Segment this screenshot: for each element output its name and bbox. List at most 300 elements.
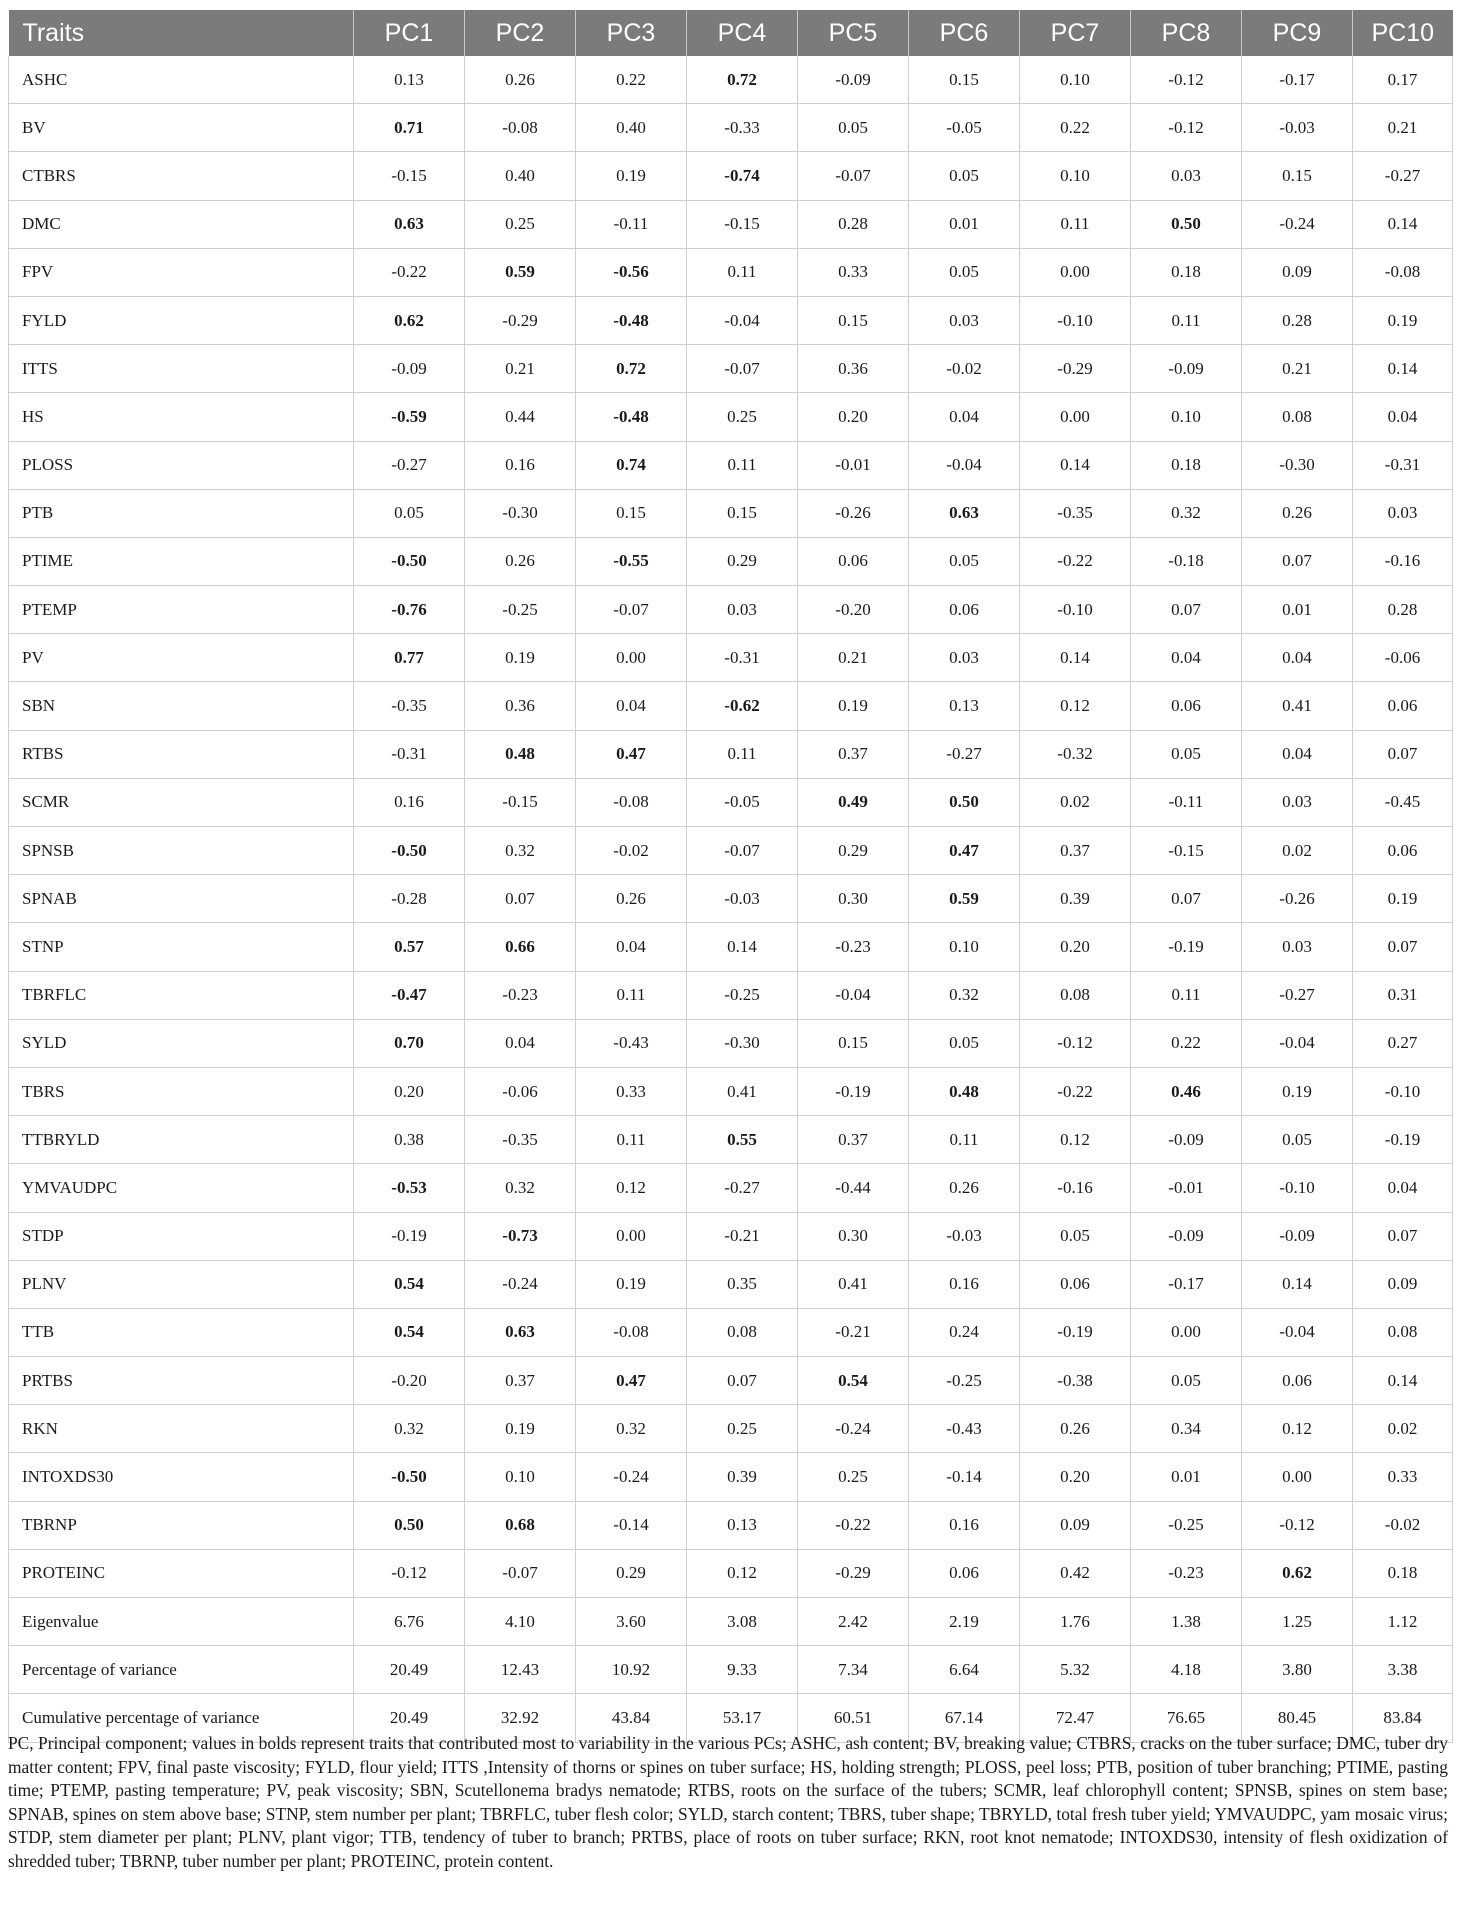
loading-cell-pc1: 0.54	[354, 1308, 465, 1356]
loading-cell-pc8: -0.17	[1131, 1260, 1242, 1308]
loading-cell-pc5: -0.04	[798, 971, 909, 1019]
table-row	[9, 296, 1453, 344]
table-row	[9, 971, 1453, 1019]
loading-cell-pc1: 0.50	[354, 1501, 465, 1549]
loading-cell-pc4: -0.31	[687, 634, 798, 682]
table-row	[9, 393, 1453, 441]
loading-cell-pc5: 0.37	[798, 1116, 909, 1164]
loading-cell-pc5: -0.26	[798, 489, 909, 537]
loading-cell-pc4: 0.11	[687, 730, 798, 778]
table-row	[9, 1067, 1453, 1115]
loading-cell-pc1: -0.59	[354, 393, 465, 441]
loading-cell-pc1: 0.57	[354, 923, 465, 971]
loading-cell-pc10: 0.09	[1353, 1260, 1453, 1308]
loading-cell-pc5: -0.07	[798, 152, 909, 200]
loading-cell-pc9: 0.03	[1242, 923, 1353, 971]
loading-cell-pc4: 0.14	[687, 923, 798, 971]
loading-cell-pc6: -0.14	[909, 1453, 1020, 1501]
loading-cell-pc4: -0.04	[687, 296, 798, 344]
loading-cell-pc1: 0.20	[354, 1067, 465, 1115]
loading-cell-pc6: 0.16	[909, 1501, 1020, 1549]
loading-cell-pc4: 0.03	[687, 586, 798, 634]
loading-cell-pc5: 0.20	[798, 393, 909, 441]
loading-cell-pc8: -0.12	[1131, 104, 1242, 152]
table-row	[9, 56, 1453, 104]
trait-cell: YMVAUDPC	[9, 1164, 354, 1212]
loading-cell-pc9: 80.45	[1242, 1694, 1353, 1742]
loading-cell-pc2: -0.08	[465, 104, 576, 152]
loading-cell-pc10: 0.14	[1353, 1357, 1453, 1405]
loading-cell-pc8: -0.25	[1131, 1501, 1242, 1549]
loading-cell-pc3: 0.26	[576, 875, 687, 923]
loading-cell-pc4: -0.15	[687, 200, 798, 248]
loading-cell-pc5: 0.30	[798, 875, 909, 923]
loading-cell-pc2: 0.21	[465, 345, 576, 393]
table-row	[9, 778, 1453, 826]
loading-cell-pc3: 10.92	[576, 1646, 687, 1694]
loading-cell-pc9: -0.26	[1242, 875, 1353, 923]
column-header-pc1: PC1	[354, 10, 465, 56]
loading-cell-pc1: -0.15	[354, 152, 465, 200]
loading-cell-pc8: 0.22	[1131, 1019, 1242, 1067]
loading-cell-pc3: 0.19	[576, 1260, 687, 1308]
loading-cell-pc8: 0.01	[1131, 1453, 1242, 1501]
loading-cell-pc2: 12.43	[465, 1646, 576, 1694]
loading-cell-pc2: 32.92	[465, 1694, 576, 1742]
loading-cell-pc4: 0.11	[687, 248, 798, 296]
loading-cell-pc2: -0.15	[465, 778, 576, 826]
loading-cell-pc10: -0.27	[1353, 152, 1453, 200]
loading-cell-pc1: 0.62	[354, 296, 465, 344]
loading-cell-pc3: 0.15	[576, 489, 687, 537]
loading-cell-pc2: 0.16	[465, 441, 576, 489]
loading-cell-pc5: 0.19	[798, 682, 909, 730]
loading-cell-pc6: 0.59	[909, 875, 1020, 923]
table-row	[9, 1501, 1453, 1549]
loading-cell-pc2: 0.66	[465, 923, 576, 971]
loading-cell-pc2: -0.29	[465, 296, 576, 344]
loading-cell-pc6: 0.01	[909, 200, 1020, 248]
loading-cell-pc8: -0.09	[1131, 1116, 1242, 1164]
loading-cell-pc7: 1.76	[1020, 1598, 1131, 1646]
loading-cell-pc4: 0.11	[687, 441, 798, 489]
loading-cell-pc10: 0.19	[1353, 296, 1453, 344]
loading-cell-pc9: 0.19	[1242, 1067, 1353, 1115]
loading-cell-pc7: -0.32	[1020, 730, 1131, 778]
loading-cell-pc8: 0.07	[1131, 875, 1242, 923]
trait-cell: TTBRYLD	[9, 1116, 354, 1164]
loading-cell-pc2: 0.26	[465, 537, 576, 585]
loading-cell-pc1: 0.05	[354, 489, 465, 537]
loading-cell-pc7: -0.29	[1020, 345, 1131, 393]
loading-cell-pc9: 3.80	[1242, 1646, 1353, 1694]
loading-cell-pc7: -0.16	[1020, 1164, 1131, 1212]
loading-cell-pc10: 0.21	[1353, 104, 1453, 152]
loading-cell-pc3: -0.07	[576, 586, 687, 634]
loading-cell-pc10: 83.84	[1353, 1694, 1453, 1742]
header-row	[9, 10, 1453, 56]
loading-cell-pc3: 0.19	[576, 152, 687, 200]
loading-cell-pc1: -0.12	[354, 1549, 465, 1597]
table-row	[9, 1116, 1453, 1164]
loading-cell-pc9: -0.17	[1242, 56, 1353, 104]
trait-cell: RKN	[9, 1405, 354, 1453]
table-row	[9, 827, 1453, 875]
loading-cell-pc8: 0.06	[1131, 682, 1242, 730]
loading-cell-pc2: 0.32	[465, 827, 576, 875]
loading-cell-pc6: 0.10	[909, 923, 1020, 971]
trait-cell: STNP	[9, 923, 354, 971]
loading-cell-pc10: 0.31	[1353, 971, 1453, 1019]
loading-cell-pc5: 0.54	[798, 1357, 909, 1405]
column-header-pc9: PC9	[1242, 10, 1353, 56]
loading-cell-pc7: 0.22	[1020, 104, 1131, 152]
loading-cell-pc8: -0.12	[1131, 56, 1242, 104]
loading-cell-pc9: 0.02	[1242, 827, 1353, 875]
loading-cell-pc1: -0.47	[354, 971, 465, 1019]
loading-cell-pc3: -0.14	[576, 1501, 687, 1549]
loading-cell-pc2: 0.10	[465, 1453, 576, 1501]
loading-cell-pc9: 0.09	[1242, 248, 1353, 296]
trait-cell: ASHC	[9, 56, 354, 104]
loading-cell-pc4: 0.55	[687, 1116, 798, 1164]
loading-cell-pc7: 0.00	[1020, 393, 1131, 441]
loading-cell-pc3: -0.48	[576, 296, 687, 344]
loading-cell-pc10: 0.27	[1353, 1019, 1453, 1067]
loading-cell-pc1: -0.09	[354, 345, 465, 393]
loading-cell-pc4: 0.29	[687, 537, 798, 585]
loading-cell-pc7: 0.08	[1020, 971, 1131, 1019]
loading-cell-pc4: -0.03	[687, 875, 798, 923]
trait-cell: PV	[9, 634, 354, 682]
loading-cell-pc10: -0.08	[1353, 248, 1453, 296]
trait-cell: PLNV	[9, 1260, 354, 1308]
loading-cell-pc9: -0.04	[1242, 1308, 1353, 1356]
loading-cell-pc10: -0.10	[1353, 1067, 1453, 1115]
loading-cell-pc2: 0.26	[465, 56, 576, 104]
loading-cell-pc4: -0.05	[687, 778, 798, 826]
loading-cell-pc5: -0.19	[798, 1067, 909, 1115]
loading-cell-pc2: 0.36	[465, 682, 576, 730]
loading-cell-pc6: 0.16	[909, 1260, 1020, 1308]
loading-cell-pc4: -0.07	[687, 827, 798, 875]
loading-cell-pc3: -0.08	[576, 1308, 687, 1356]
loading-cell-pc8: -0.23	[1131, 1549, 1242, 1597]
loading-cell-pc6: -0.25	[909, 1357, 1020, 1405]
loading-cell-pc8: 0.46	[1131, 1067, 1242, 1115]
table-row	[9, 200, 1453, 248]
loading-cell-pc3: 0.04	[576, 923, 687, 971]
trait-cell: PTEMP	[9, 586, 354, 634]
loading-cell-pc7: -0.12	[1020, 1019, 1131, 1067]
loading-cell-pc7: -0.38	[1020, 1357, 1131, 1405]
loading-cell-pc3: 0.11	[576, 1116, 687, 1164]
loading-cell-pc4: -0.62	[687, 682, 798, 730]
loading-cell-pc6: -0.05	[909, 104, 1020, 152]
loading-cell-pc3: 0.47	[576, 1357, 687, 1405]
loading-cell-pc9: 0.04	[1242, 634, 1353, 682]
table-row	[9, 1405, 1453, 1453]
loading-cell-pc4: -0.07	[687, 345, 798, 393]
loading-cell-pc9: 0.28	[1242, 296, 1353, 344]
loading-cell-pc10: 0.19	[1353, 875, 1453, 923]
loading-cell-pc7: 5.32	[1020, 1646, 1131, 1694]
loading-cell-pc1: 0.70	[354, 1019, 465, 1067]
loading-cell-pc5: -0.29	[798, 1549, 909, 1597]
loading-cell-pc4: -0.25	[687, 971, 798, 1019]
loading-cell-pc8: 0.05	[1131, 1357, 1242, 1405]
loading-cell-pc6: 0.13	[909, 682, 1020, 730]
loading-cell-pc3: 0.11	[576, 971, 687, 1019]
loading-cell-pc5: 0.29	[798, 827, 909, 875]
pca-loadings-table	[8, 10, 1453, 1743]
loading-cell-pc1: -0.53	[354, 1164, 465, 1212]
loading-cell-pc5: 0.33	[798, 248, 909, 296]
loading-cell-pc9: 0.00	[1242, 1453, 1353, 1501]
table-row	[9, 1019, 1453, 1067]
column-header-pc3: PC3	[576, 10, 687, 56]
trait-cell: PRTBS	[9, 1357, 354, 1405]
loading-cell-pc6: 0.15	[909, 56, 1020, 104]
loading-cell-pc6: 0.63	[909, 489, 1020, 537]
loading-cell-pc7: -0.22	[1020, 537, 1131, 585]
loading-cell-pc1: -0.50	[354, 1453, 465, 1501]
loading-cell-pc6: 0.05	[909, 1019, 1020, 1067]
loading-cell-pc7: 0.00	[1020, 248, 1131, 296]
loading-cell-pc7: 0.14	[1020, 441, 1131, 489]
loading-cell-pc10: -0.16	[1353, 537, 1453, 585]
trait-cell: DMC	[9, 200, 354, 248]
loading-cell-pc5: -0.20	[798, 586, 909, 634]
loading-cell-pc3: 0.00	[576, 634, 687, 682]
column-header-pc2: PC2	[465, 10, 576, 56]
loading-cell-pc2: -0.06	[465, 1067, 576, 1115]
loading-cell-pc5: -0.09	[798, 56, 909, 104]
loading-cell-pc1: 0.16	[354, 778, 465, 826]
loading-cell-pc5: 0.15	[798, 296, 909, 344]
loading-cell-pc3: 43.84	[576, 1694, 687, 1742]
loading-cell-pc10: 0.04	[1353, 1164, 1453, 1212]
loading-cell-pc10: -0.45	[1353, 778, 1453, 826]
loading-cell-pc1: 0.63	[354, 200, 465, 248]
trait-cell: TTB	[9, 1308, 354, 1356]
loading-cell-pc9: 0.21	[1242, 345, 1353, 393]
loading-cell-pc4: 0.07	[687, 1357, 798, 1405]
table-row	[9, 1212, 1453, 1260]
loading-cell-pc8: 0.32	[1131, 489, 1242, 537]
loading-cell-pc9: 0.07	[1242, 537, 1353, 585]
loading-cell-pc5: -0.22	[798, 1501, 909, 1549]
trait-cell: STDP	[9, 1212, 354, 1260]
loading-cell-pc3: 0.12	[576, 1164, 687, 1212]
loading-cell-pc4: -0.33	[687, 104, 798, 152]
loading-cell-pc7: 0.05	[1020, 1212, 1131, 1260]
loading-cell-pc6: 0.03	[909, 634, 1020, 682]
loading-cell-pc2: -0.24	[465, 1260, 576, 1308]
loading-cell-pc3: 0.00	[576, 1212, 687, 1260]
trait-cell: CTBRS	[9, 152, 354, 200]
loading-cell-pc10: 0.17	[1353, 56, 1453, 104]
table-row	[9, 923, 1453, 971]
loading-cell-pc4: 0.41	[687, 1067, 798, 1115]
loading-cell-pc4: 0.08	[687, 1308, 798, 1356]
loading-cell-pc5: 2.42	[798, 1598, 909, 1646]
loading-cell-pc8: 0.03	[1131, 152, 1242, 200]
table-row	[9, 586, 1453, 634]
loading-cell-pc1: -0.31	[354, 730, 465, 778]
loading-cell-pc10: 0.14	[1353, 200, 1453, 248]
loading-cell-pc1: -0.19	[354, 1212, 465, 1260]
trait-cell: Cumulative percentage of variance	[9, 1694, 354, 1742]
column-header-pc7: PC7	[1020, 10, 1131, 56]
loading-cell-pc5: 0.05	[798, 104, 909, 152]
loading-cell-pc6: 0.26	[909, 1164, 1020, 1212]
loading-cell-pc2: 0.19	[465, 1405, 576, 1453]
loading-cell-pc5: 0.28	[798, 200, 909, 248]
table-row	[9, 730, 1453, 778]
loading-cell-pc5: 0.41	[798, 1260, 909, 1308]
loading-cell-pc3: -0.24	[576, 1453, 687, 1501]
loading-cell-pc10: -0.02	[1353, 1501, 1453, 1549]
trait-cell: RTBS	[9, 730, 354, 778]
loading-cell-pc7: 0.11	[1020, 200, 1131, 248]
loading-cell-pc2: 0.37	[465, 1357, 576, 1405]
loading-cell-pc8: -0.09	[1131, 345, 1242, 393]
loading-cell-pc8: 0.10	[1131, 393, 1242, 441]
trait-cell: PTB	[9, 489, 354, 537]
loading-cell-pc3: 0.40	[576, 104, 687, 152]
loading-cell-pc4: 0.72	[687, 56, 798, 104]
trait-cell: FPV	[9, 248, 354, 296]
loading-cell-pc2: 0.44	[465, 393, 576, 441]
loading-cell-pc10: 3.38	[1353, 1646, 1453, 1694]
loading-cell-pc2: 0.68	[465, 1501, 576, 1549]
trait-cell: INTOXDS30	[9, 1453, 354, 1501]
loading-cell-pc6: 0.50	[909, 778, 1020, 826]
loading-cell-pc10: 0.06	[1353, 827, 1453, 875]
loading-cell-pc3: 3.60	[576, 1598, 687, 1646]
loading-cell-pc9: 1.25	[1242, 1598, 1353, 1646]
column-header-pc4: PC4	[687, 10, 798, 56]
loading-cell-pc8: -0.19	[1131, 923, 1242, 971]
table-row	[9, 1598, 1453, 1646]
loading-cell-pc10: 0.07	[1353, 730, 1453, 778]
loading-cell-pc1: 6.76	[354, 1598, 465, 1646]
table-row	[9, 537, 1453, 585]
table-row	[9, 634, 1453, 682]
loading-cell-pc9: 0.03	[1242, 778, 1353, 826]
loading-cell-pc8: -0.18	[1131, 537, 1242, 585]
table-row	[9, 682, 1453, 730]
loading-cell-pc10: 0.07	[1353, 1212, 1453, 1260]
loading-cell-pc1: 20.49	[354, 1646, 465, 1694]
trait-cell: TBRS	[9, 1067, 354, 1115]
loading-cell-pc9: -0.12	[1242, 1501, 1353, 1549]
loading-cell-pc2: -0.30	[465, 489, 576, 537]
loading-cell-pc4: -0.74	[687, 152, 798, 200]
loading-cell-pc10: 0.18	[1353, 1549, 1453, 1597]
loading-cell-pc3: 0.29	[576, 1549, 687, 1597]
loading-cell-pc10: 0.03	[1353, 489, 1453, 537]
table-row	[9, 248, 1453, 296]
loading-cell-pc4: -0.30	[687, 1019, 798, 1067]
loading-cell-pc7: 0.02	[1020, 778, 1131, 826]
loading-cell-pc7: 0.42	[1020, 1549, 1131, 1597]
loading-cell-pc2: 0.63	[465, 1308, 576, 1356]
loading-cell-pc8: -0.09	[1131, 1212, 1242, 1260]
loading-cell-pc2: -0.07	[465, 1549, 576, 1597]
table-row	[9, 489, 1453, 537]
loading-cell-pc7: -0.19	[1020, 1308, 1131, 1356]
loading-cell-pc8: 0.04	[1131, 634, 1242, 682]
loading-cell-pc10: 0.02	[1353, 1405, 1453, 1453]
loading-cell-pc8: -0.11	[1131, 778, 1242, 826]
loading-cell-pc7: 0.10	[1020, 56, 1131, 104]
loading-cell-pc10: 0.04	[1353, 393, 1453, 441]
loading-cell-pc7: 0.06	[1020, 1260, 1131, 1308]
loading-cell-pc9: -0.10	[1242, 1164, 1353, 1212]
loading-cell-pc8: -0.01	[1131, 1164, 1242, 1212]
loading-cell-pc5: -0.01	[798, 441, 909, 489]
loading-cell-pc7: 0.26	[1020, 1405, 1131, 1453]
column-header-pc8: PC8	[1131, 10, 1242, 56]
loading-cell-pc6: 0.06	[909, 586, 1020, 634]
loading-cell-pc7: 72.47	[1020, 1694, 1131, 1742]
table-header	[9, 10, 1453, 56]
loading-cell-pc1: 0.54	[354, 1260, 465, 1308]
loading-cell-pc3: 0.04	[576, 682, 687, 730]
loading-cell-pc8: 4.18	[1131, 1646, 1242, 1694]
loading-cell-pc9: 0.12	[1242, 1405, 1353, 1453]
loading-cell-pc3: 0.22	[576, 56, 687, 104]
loading-cell-pc3: 0.32	[576, 1405, 687, 1453]
table-row	[9, 875, 1453, 923]
loading-cell-pc7: 0.37	[1020, 827, 1131, 875]
table-row	[9, 1357, 1453, 1405]
loading-cell-pc9: -0.24	[1242, 200, 1353, 248]
loading-cell-pc9: 0.08	[1242, 393, 1353, 441]
table-row	[9, 1453, 1453, 1501]
loading-cell-pc2: 0.07	[465, 875, 576, 923]
trait-cell: SPNAB	[9, 875, 354, 923]
loading-cell-pc3: 0.33	[576, 1067, 687, 1115]
loading-cell-pc10: -0.31	[1353, 441, 1453, 489]
loading-cell-pc9: -0.30	[1242, 441, 1353, 489]
loading-cell-pc5: 0.21	[798, 634, 909, 682]
loading-cell-pc4: 0.39	[687, 1453, 798, 1501]
trait-cell: PTIME	[9, 537, 354, 585]
loading-cell-pc10: 0.28	[1353, 586, 1453, 634]
loading-cell-pc9: -0.27	[1242, 971, 1353, 1019]
loading-cell-pc6: 0.03	[909, 296, 1020, 344]
loading-cell-pc8: 0.18	[1131, 441, 1242, 489]
loading-cell-pc5: 0.36	[798, 345, 909, 393]
loading-cell-pc7: 0.14	[1020, 634, 1131, 682]
loading-cell-pc8: 0.07	[1131, 586, 1242, 634]
loading-cell-pc2: 0.48	[465, 730, 576, 778]
loading-cell-pc6: 0.06	[909, 1549, 1020, 1597]
loading-cell-pc5: 0.15	[798, 1019, 909, 1067]
table-row	[9, 104, 1453, 152]
loading-cell-pc2: 4.10	[465, 1598, 576, 1646]
loading-cell-pc10: 0.14	[1353, 345, 1453, 393]
loading-cell-pc7: -0.35	[1020, 489, 1131, 537]
loading-cell-pc4: 0.35	[687, 1260, 798, 1308]
loading-cell-pc7: 0.39	[1020, 875, 1131, 923]
loading-cell-pc4: -0.21	[687, 1212, 798, 1260]
loading-cell-pc5: 0.37	[798, 730, 909, 778]
table-row	[9, 152, 1453, 200]
